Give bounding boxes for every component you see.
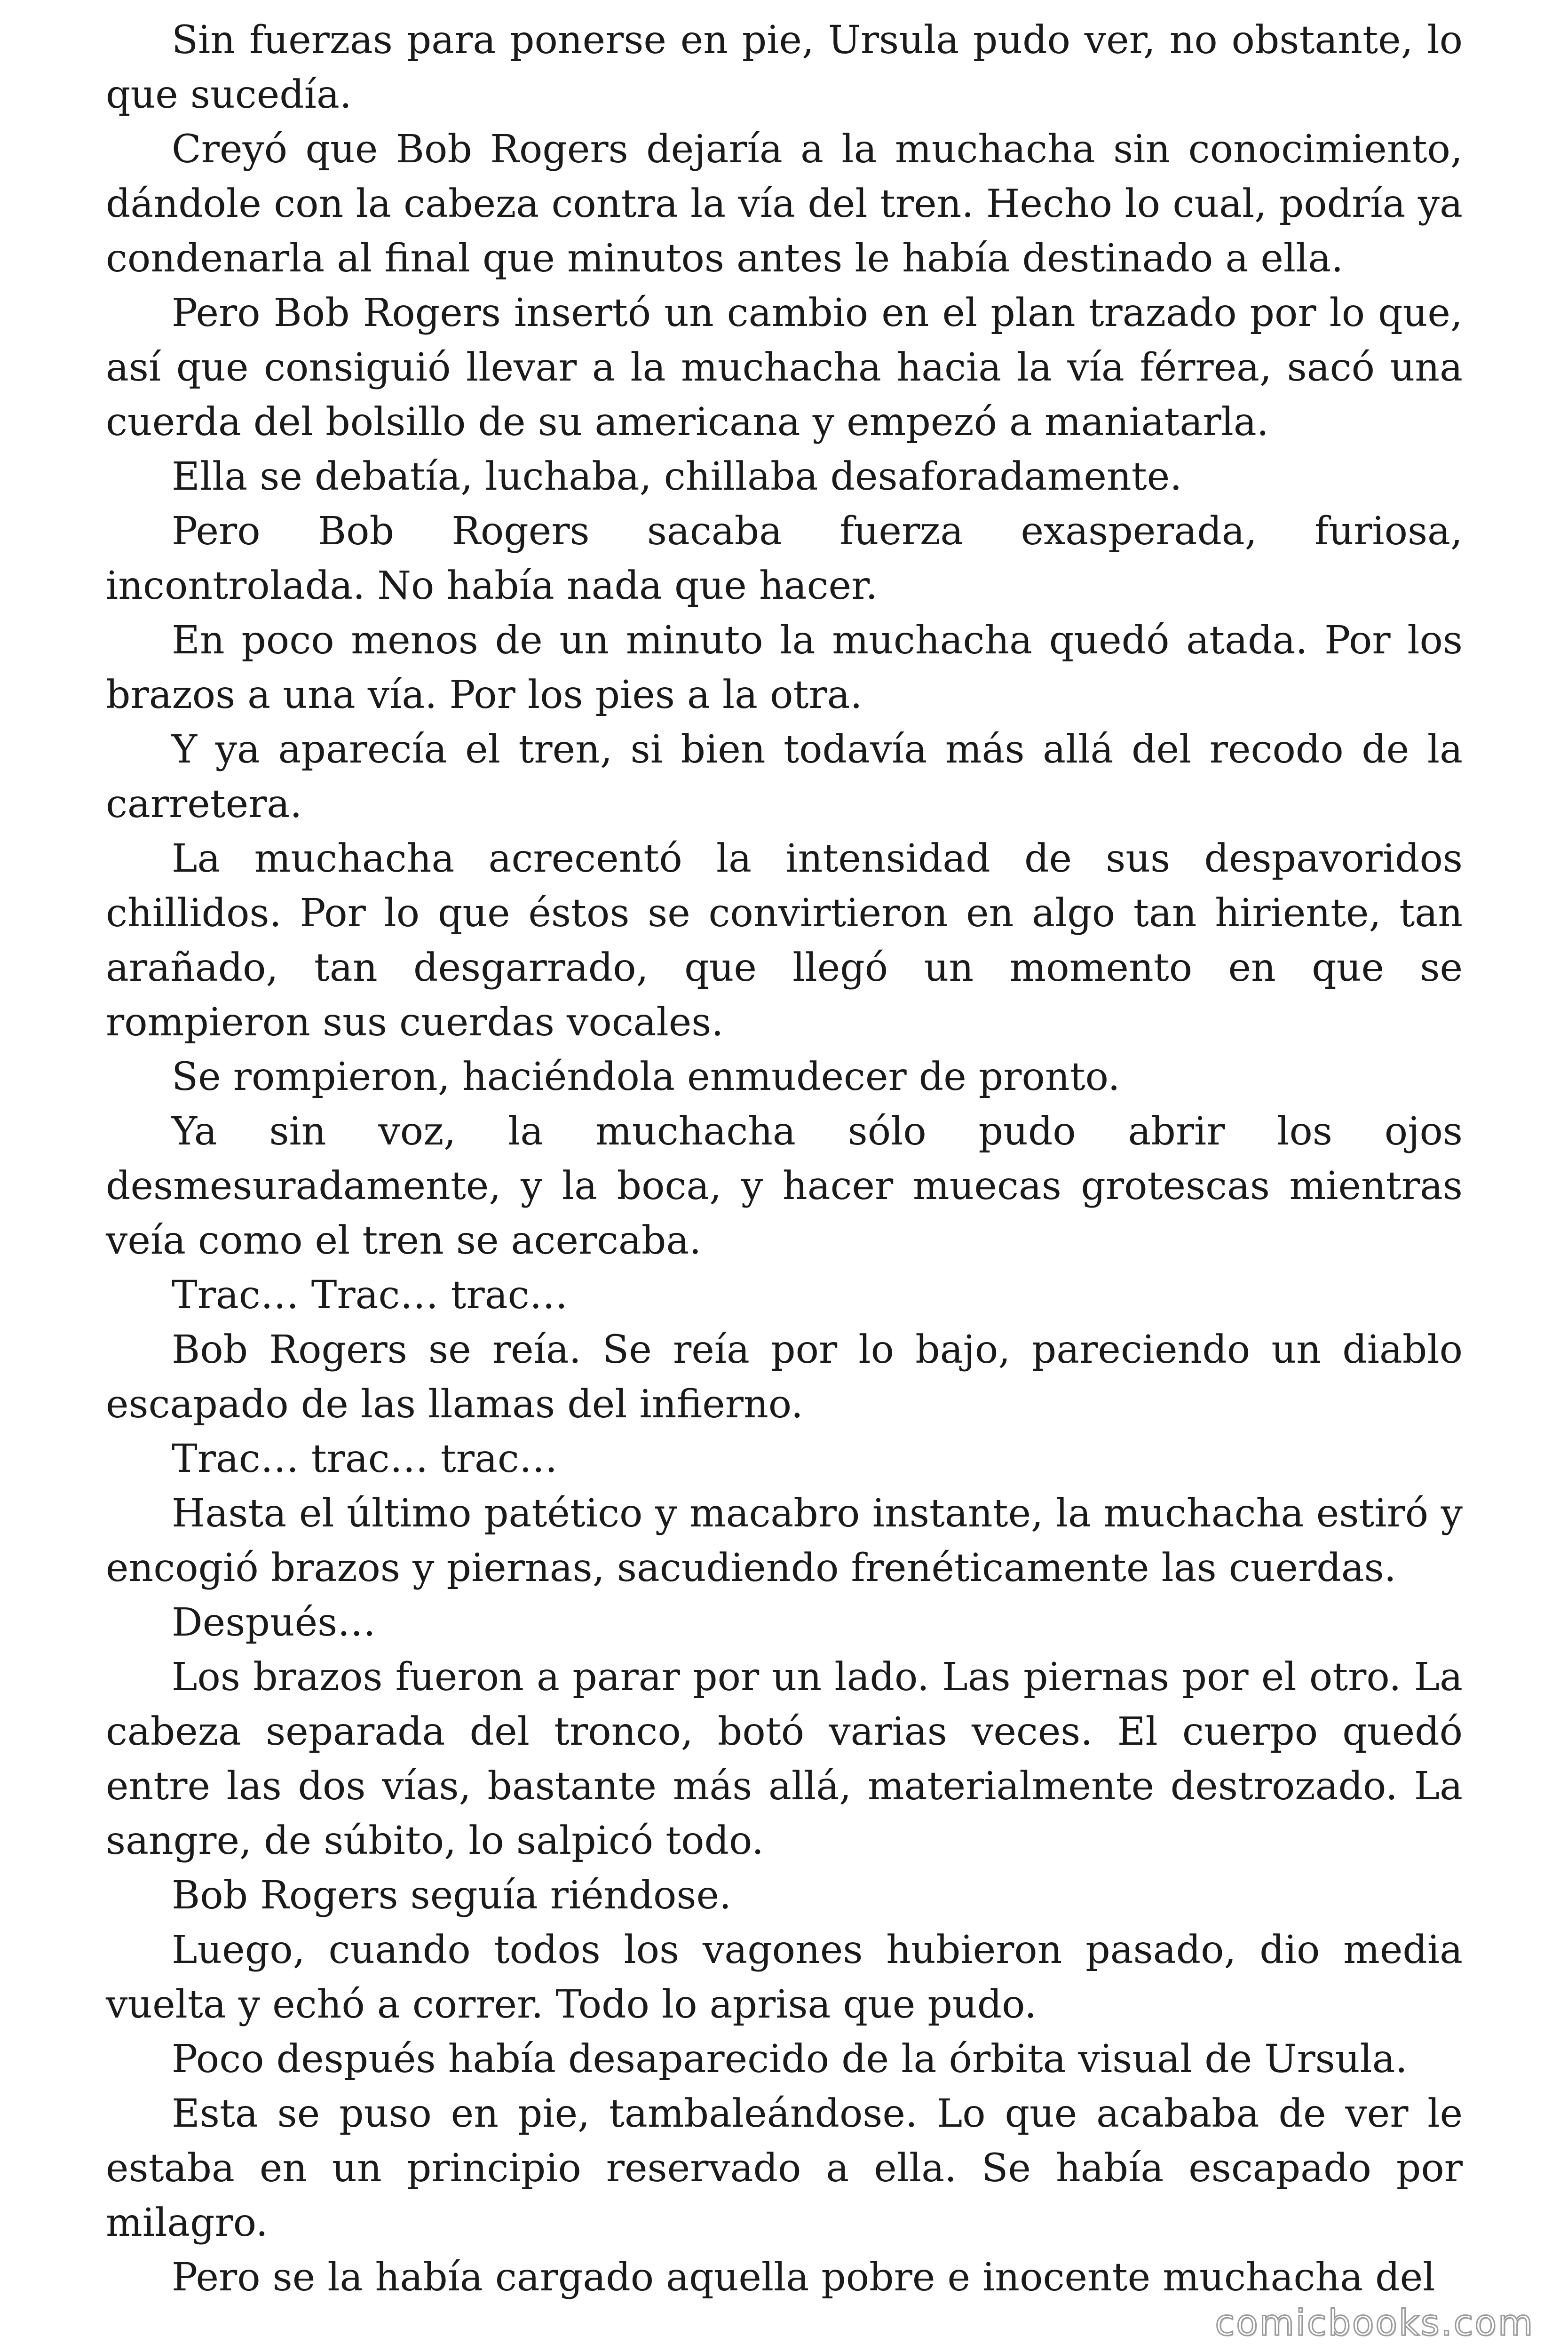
paragraph: Se rompieron, haciéndola enmudecer de pronto. — [172, 1055, 1120, 1099]
paragraph: En poco menos de un minuto la muchacha quedó atada. Por los brazos a una vía. Por los pies a la otra. — [106, 618, 1463, 717]
paragraph: Sin fuerzas para ponerse en pie, Ursula pudo ver, no obstante, lo que sucedía. — [106, 18, 1463, 117]
paragraph: Y ya aparecía el tren, si bien todavía más allá del recodo de la carretera. — [106, 727, 1463, 826]
paragraph: Ella se debatía, luchaba, chillaba desaforadamente. — [172, 454, 1182, 499]
watermark: comicbooks.com — [1215, 2302, 1534, 2344]
page-body-text — [106, 13, 1463, 2305]
paragraph: Después… — [172, 1600, 376, 1645]
paragraph: Pero Bob Rogers insertó un cambio en el plan trazado por lo que, así que consiguió llevar a la muchacha hacia la vía férrea, sacó una cuerda del bolsillo de su americana y empezó a maniatarla. — [106, 291, 1463, 445]
paragraph: Creyó que Bob Rogers dejaría a la muchacha sin conocimiento, dándole con la cabeza contra la vía del tren. Hecho lo cual, podría ya condenarla al final que minutos antes le había destinado a ella. — [106, 127, 1463, 281]
paragraph: Poco después había desaparecido de la órbita visual de Ursula. — [172, 2037, 1408, 2082]
paragraph: Esta se puso en pie, tambaleándose. Lo que acababa de ver le estaba en un principio reservado a ella. Se había escapado por milagro. — [106, 2091, 1463, 2245]
paragraph: Bob Rogers se reía. Se reía por lo bajo, pareciendo un diablo escapado de las llamas del infierno. — [106, 1327, 1463, 1427]
paragraph: La muchacha acrecentó la intensidad de sus despavoridos chillidos. Por lo que éstos se convirtieron en algo tan hiriente, tan arañado, tan desgarrado, que llegó un momento en que se rompieron sus cuerdas vocales. — [106, 836, 1463, 1045]
paragraph: Bob Rogers seguía riéndose. — [172, 1873, 732, 1918]
paragraph: Trac… Trac… trac… — [172, 1273, 568, 1318]
paragraph: Los brazos fueron a parar por un lado. Las piernas por el otro. La cabeza separada del tronco, botó varias veces. El cuerpo quedó entre las dos vías, bastante más allá, materialmente destrozado. La sangre, de súbito, lo salpicó todo. — [106, 1655, 1463, 1863]
paragraph: Luego, cuando todos los vagones hubieron pasado, dio media vuelta y echó a correr. Todo lo aprisa que pudo. — [106, 1928, 1463, 2027]
paragraph: Trac… trac… trac… — [172, 1437, 558, 1481]
paragraph: Hasta el último patético y macabro instante, la muchacha estiró y encogió brazos y piernas, sacudiendo frenéticamente las cuerdas. — [106, 1491, 1463, 1590]
paragraph: Pero se la había cargado aquella pobre e inocente muchacha del — [172, 2255, 1435, 2300]
paragraph: Ya sin voz, la muchacha sólo pudo abrir los ojos desmesuradamente, y la boca, y hacer muecas grotescas mientras veía como el tren se acercaba. — [106, 1109, 1463, 1263]
paragraph: Pero Bob Rogers sacaba fuerza exasperada, furiosa, incontrolada. No había nada que hacer. — [106, 509, 1463, 608]
